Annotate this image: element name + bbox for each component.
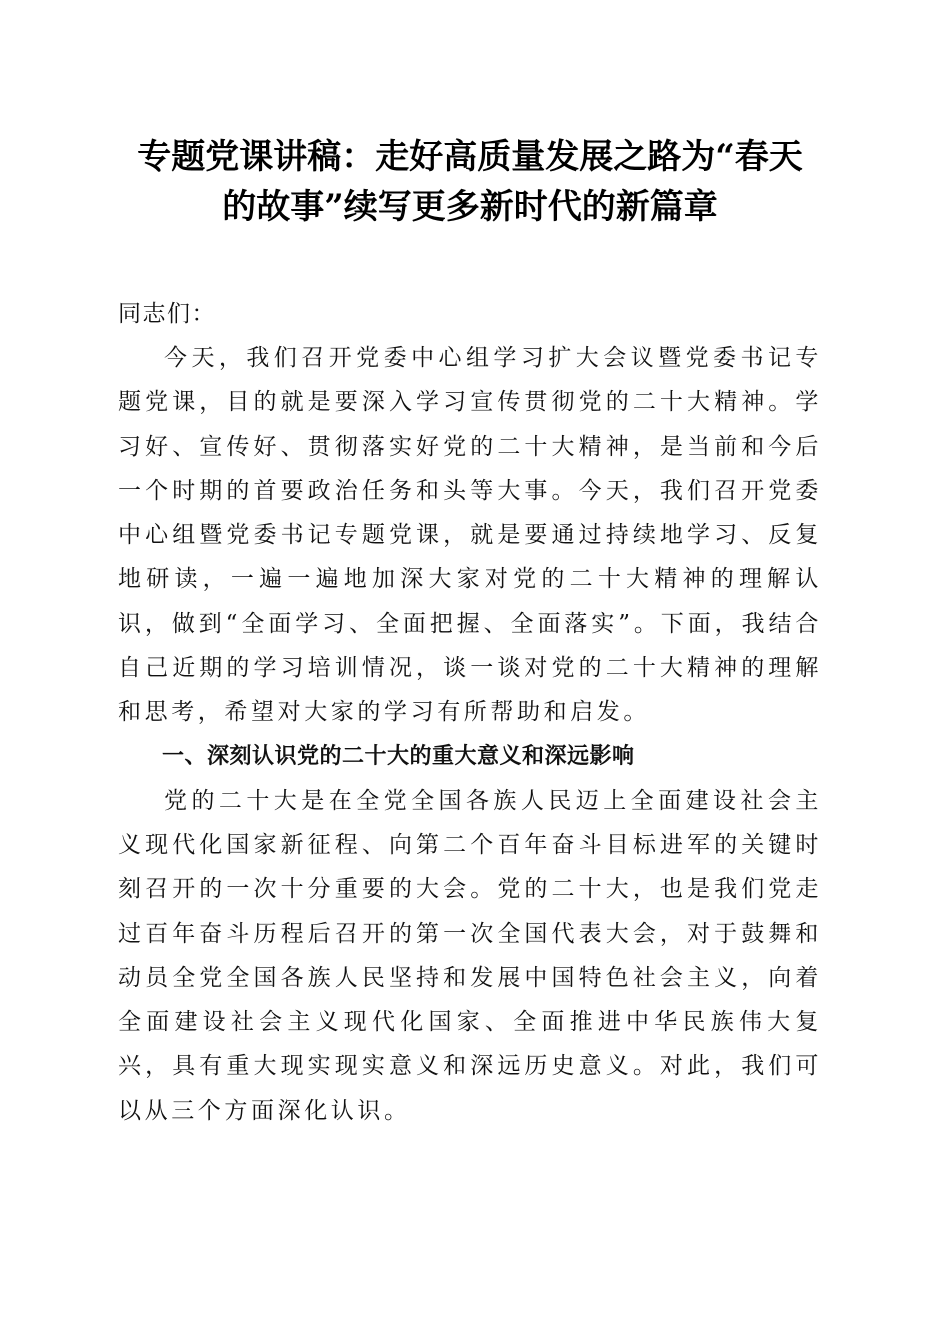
salutation: 同志们： (118, 301, 216, 327)
section-heading-1: 一、深刻认识党的二十大的重大意义和深远影响 (162, 743, 635, 769)
document-page (118, 132, 822, 1133)
body-paragraph-intro: 今天，我们召开党委中心组学习扩大会议暨党委书记专题党课，目的就是要深入学习宣传贯彻党的二十大精神。学习好、宣传好、贯彻落实好党的二十大精神，是当前和今后一个时期的首要政治任务和头等大事。今天，我们召开党委中心组暨党委书记专题党课，就是要通过持续地学习、反复地研读，一遍一遍地加深大家对党的二十大精神的理解认识，做到“全面学习、全面把握、全面落实”。下面，我结合自己近期的学习培训情况，谈一谈对党的二十大精神的理解和思考，希望对大家的学习有所帮助和启发。 (118, 345, 822, 726)
document-title (118, 132, 822, 232)
body-paragraph-section1: 党的二十大是在全党全国各族人民迈上全面建设社会主义现代化国家新征程、向第二个百年奋斗目标进军的关键时刻召开的一次十分重要的大会。党的二十大，也是我们党走过百年奋斗历程后召开的第一次全国代表大会，对于鼓舞和动员全党全国各族人民坚持和发展中国特色社会主义，向着全面建设社会主义现代化国家、全面推进中华民族伟大复兴，具有重大现实现实意义和深远历史意义。对此，我们可以从三个方面深化认识。 (118, 787, 822, 1124)
title-line-2: 的故事”续写更多新时代的新篇章 (222, 187, 718, 227)
title-line-1: 专题党课讲稿：走好高质量发展之路为“春天 (137, 137, 803, 177)
